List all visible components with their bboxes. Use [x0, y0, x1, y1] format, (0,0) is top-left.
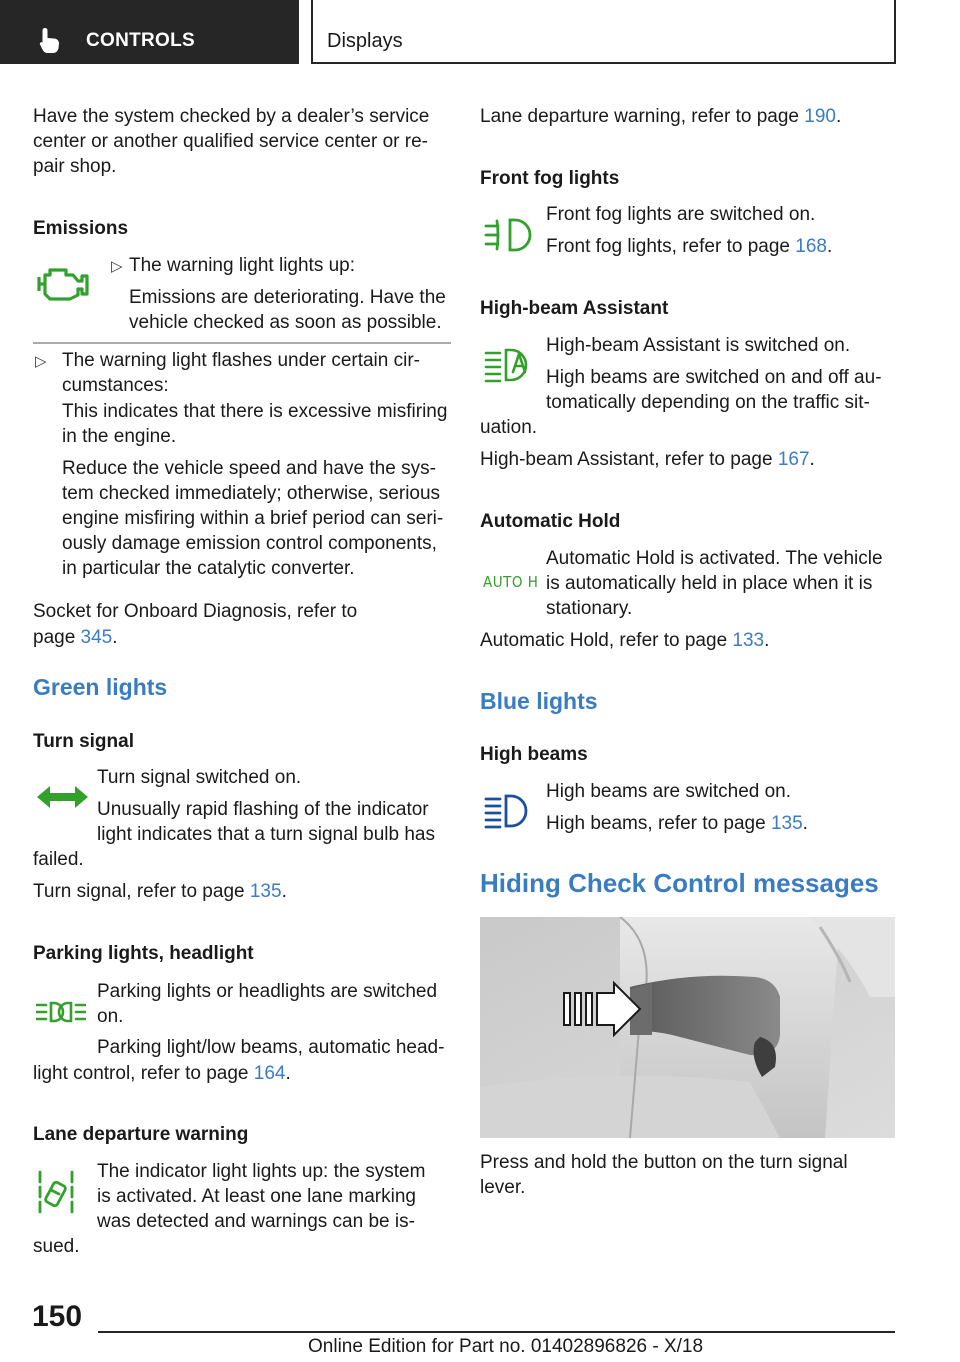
- page-link[interactable]: 168: [795, 236, 827, 257]
- emissions-b1-line: Emissions are deteriorating. Have the: [129, 287, 446, 308]
- intro-line: pair shop.: [33, 156, 117, 177]
- high-beam-assistant-icon: [484, 346, 534, 384]
- hold-line: is automatically held in place when it is: [546, 573, 873, 594]
- lane-line: was detected and warnings can be is-: [97, 1211, 415, 1232]
- high-beams-ref: High beams, refer to page 135.: [546, 813, 808, 834]
- chapter-frame: [311, 0, 896, 64]
- turn-signal-title: Turn signal: [33, 731, 134, 752]
- engine-warning-icon: [36, 265, 91, 303]
- hold-line: stationary.: [546, 598, 633, 619]
- divider: [33, 342, 451, 345]
- turn-line: Unusually rapid flashing of the indicator: [97, 799, 429, 820]
- edition-text: Online Edition for Part no. 01402896826 - X/18: [308, 1336, 704, 1357]
- blue-lights-heading: Blue lights: [480, 688, 598, 714]
- hba-line: uation.: [480, 417, 538, 438]
- turn-ref: Turn signal, refer to page 135.: [33, 881, 287, 902]
- emissions-b2-line: This indicates that there is excessive misfiring: [62, 401, 448, 422]
- lane-line: is activated. At least one lane marking: [97, 1186, 416, 1207]
- hold-title: Automatic Hold: [480, 511, 621, 532]
- page-link[interactable]: 164: [253, 1063, 286, 1084]
- parking-line: on.: [97, 1006, 124, 1027]
- auto-hold-icon: AUTO H: [483, 573, 539, 591]
- high-beams-title: High beams: [480, 744, 588, 765]
- emissions-b1-line: vehicle checked as soon as possible.: [129, 312, 442, 333]
- turn-signal-arrows-icon: [36, 784, 89, 810]
- lane-line: The indicator light lights up: the system: [97, 1161, 426, 1182]
- emissions-b2-line: in the engine.: [62, 426, 177, 447]
- hold-line: Automatic Hold is activated. The vehicle: [546, 548, 883, 569]
- section-tab: [0, 0, 299, 64]
- intro-line: center or another qualified service center or re-: [33, 131, 428, 152]
- lane-title: Lane departure warning: [33, 1124, 249, 1145]
- page-link[interactable]: 167: [777, 449, 810, 470]
- emissions-b2-line: in particular the catalytic converter.: [62, 558, 355, 579]
- section-label: CONTROLS: [86, 30, 196, 51]
- emissions-b2-line: Reduce the vehicle speed and have the sys-: [62, 458, 436, 479]
- parking-line: Parking lights or headlights are switched: [97, 981, 438, 1002]
- emissions-b2-line: ously damage emission control components,: [62, 533, 437, 554]
- bullet-triangle-icon: ▷: [35, 353, 47, 370]
- intro-line: Have the system checked by a dealer’s service: [33, 106, 430, 127]
- emissions-b2-line: cumstances:: [62, 375, 169, 396]
- hba-ref: High-beam Assistant, refer to page 167.: [480, 449, 815, 470]
- turn-line: Turn signal switched on.: [97, 767, 302, 788]
- hand-pointer-icon: [38, 26, 62, 54]
- footer-rule: [98, 1331, 895, 1333]
- emissions-b1-line: The warning light lights up:: [129, 255, 356, 276]
- hba-title: High-beam Assistant: [480, 298, 669, 319]
- fog-line: Front fog lights are switched on.: [546, 204, 816, 225]
- hba-line: High-beam Assistant is switched on.: [546, 335, 851, 356]
- emissions-b2-line: The warning light flashes under certain cir-: [62, 350, 421, 371]
- turn-line: light indicates that a turn signal bulb has: [97, 824, 435, 845]
- hba-line: High beams are switched on and off au-: [546, 367, 882, 388]
- emissions-b2-line: tem checked immediately; otherwise, serious: [62, 483, 441, 504]
- green-lights-heading: Green lights: [33, 674, 168, 700]
- socket-ref: page 345.: [33, 627, 118, 648]
- page-link[interactable]: 190: [804, 106, 836, 127]
- emissions-title: Emissions: [33, 218, 129, 239]
- high-beam-icon: [484, 792, 534, 830]
- caption-line: lever.: [480, 1177, 526, 1198]
- parking-title: Parking lights, headlight: [33, 943, 254, 964]
- socket-line: Socket for Onboard Diagnosis, refer to: [33, 601, 358, 622]
- lane-departure-icon: [38, 1168, 74, 1216]
- bullet-triangle-icon: ▷: [111, 258, 123, 275]
- front-fog-light-icon: [484, 217, 534, 253]
- page-link[interactable]: 135: [770, 813, 803, 834]
- page-link[interactable]: 345: [80, 627, 113, 648]
- turn-line: failed.: [33, 849, 84, 870]
- high-beams-line: High beams are switched on.: [546, 781, 792, 802]
- fog-title: Front fog lights: [480, 168, 620, 189]
- page-link[interactable]: 133: [732, 630, 765, 651]
- parking-lights-icon: [36, 1000, 86, 1024]
- page-link[interactable]: 135: [249, 881, 282, 902]
- turn-signal-lever-photo: [480, 917, 895, 1138]
- hba-line: tomatically depending on the traffic sit-: [546, 392, 870, 413]
- emissions-b2-line: engine misfiring within a brief period can seri-: [62, 508, 444, 529]
- fog-ref: Front fog lights, refer to page 168.: [546, 236, 833, 257]
- caption-line: Press and hold the button on the turn signal: [480, 1152, 848, 1173]
- hold-ref: Automatic Hold, refer to page 133.: [480, 630, 770, 651]
- lane-ref: Lane departure warning, refer to page 190.: [480, 106, 842, 127]
- chapter-label: Displays: [327, 30, 403, 52]
- parking-line: Parking light/low beams, automatic head-: [97, 1037, 445, 1058]
- page-number: 150: [32, 1300, 83, 1333]
- parking-ref: light control, refer to page 164.: [33, 1063, 291, 1084]
- hiding-heading: Hiding Check Control messages: [480, 868, 879, 898]
- lane-line: sued.: [33, 1236, 80, 1257]
